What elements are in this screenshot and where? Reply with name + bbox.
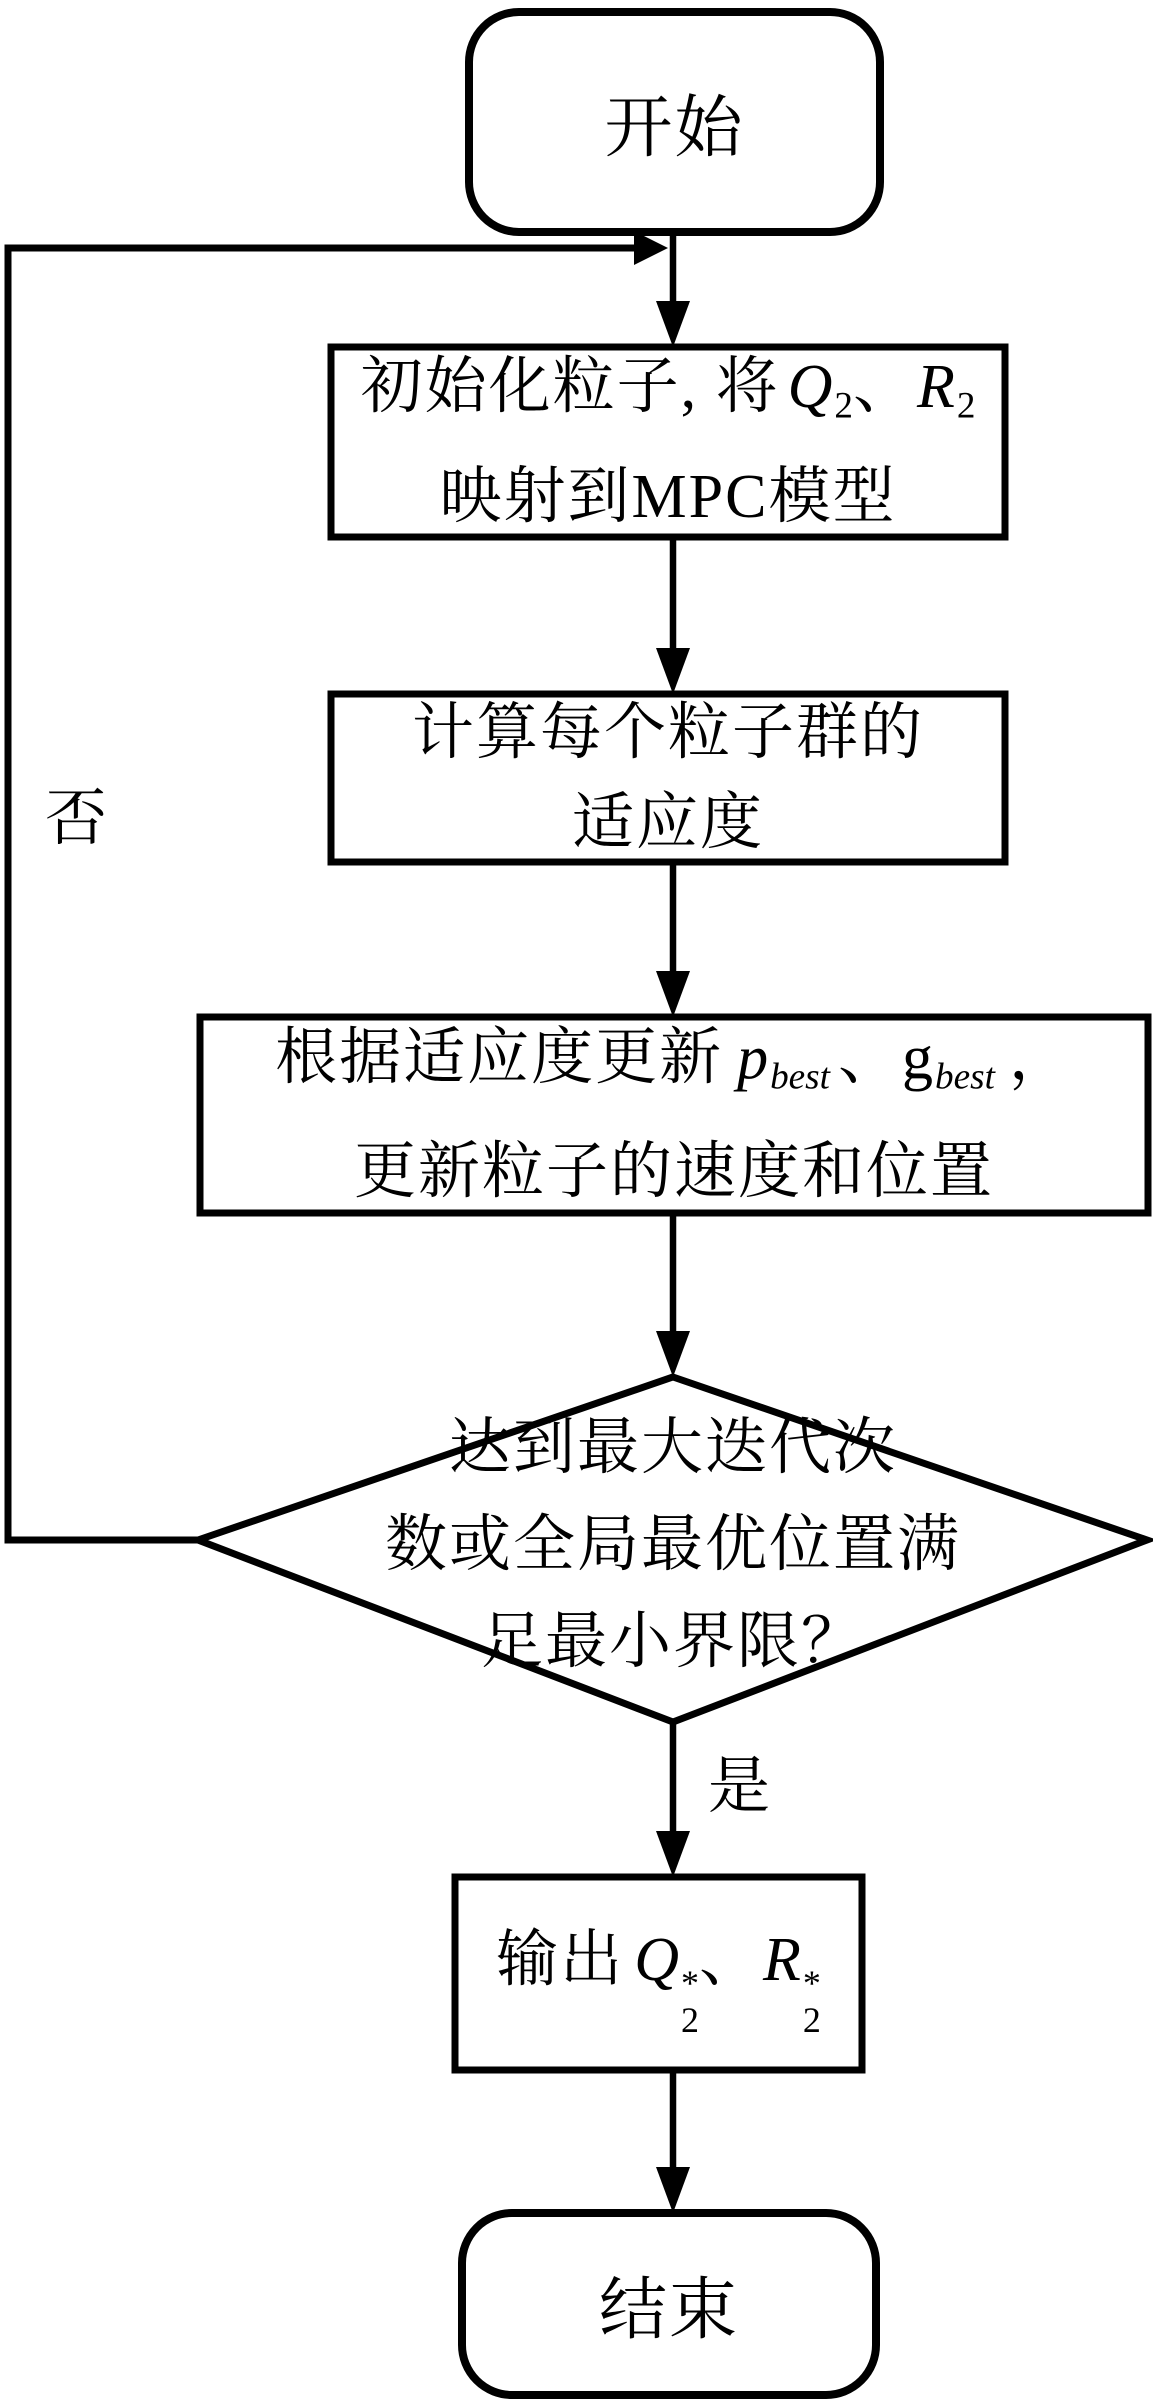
init-label-line1 — [361, 342, 976, 451]
decision-label-line3: 足最小界限？ — [480, 1608, 865, 1676]
update-process-node — [200, 1017, 1148, 1213]
update-line1-prefix: 根据适应度更新 — [275, 1024, 724, 1093]
output-q-symbol: Q — [634, 1925, 681, 1994]
output-prefix: 输出 — [496, 1925, 625, 1994]
fitness-process-node — [331, 694, 1005, 862]
init-line1-prefix: 初始化粒子, 将 — [360, 353, 780, 422]
update-label-line2: 更新粒子的速度和位置 — [353, 1137, 994, 1206]
init-q-subscript: 2 — [834, 385, 853, 427]
decision-label-line1: 达到最大迭代次 — [448, 1414, 897, 1482]
output-label — [496, 1909, 821, 2038]
arrowhead-no-feedback-icon — [634, 231, 668, 265]
arrowhead-into-decision-icon — [656, 1331, 690, 1377]
output-r-superscript: * — [802, 1962, 821, 2003]
update-trailing-comma: ， — [1008, 1024, 1073, 1093]
fitness-label-line1: 计算每个粒子群的 — [411, 699, 924, 767]
arrowhead-into-end-icon — [656, 2167, 690, 2213]
output-process-node — [455, 1877, 862, 2070]
output-r-subscript: 2 — [802, 1999, 821, 2040]
end-label: 结束 — [598, 2271, 739, 2348]
decision-label-line2: 数或全局最优位置满 — [384, 1511, 961, 1579]
init-process-node — [331, 347, 1005, 537]
end-node — [462, 2213, 876, 2395]
output-q-scripts — [680, 1962, 699, 2040]
arrowhead-into-update-icon — [656, 971, 690, 1017]
init-q-symbol: Q — [787, 353, 835, 422]
arrowhead-into-output-icon — [656, 1831, 690, 1877]
start-label: 开始 — [604, 89, 745, 166]
edge-no-label — [22, 770, 132, 855]
output-r-symbol: R — [762, 1925, 803, 1994]
update-pbest-subscript: best — [770, 1056, 830, 1098]
init-r-symbol: R — [916, 353, 957, 422]
start-node — [469, 12, 880, 232]
output-enum-comma: 、 — [698, 1925, 763, 1994]
update-gbest-subscript: best — [935, 1056, 995, 1098]
update-label-line1 — [275, 1011, 1073, 1124]
yes-label-text: 是 — [707, 1753, 772, 1821]
output-q-superscript: * — [680, 1962, 699, 2003]
init-r-subscript: 2 — [956, 385, 976, 427]
update-enum-comma: 、 — [837, 1024, 902, 1093]
init-enum-comma: 、 — [852, 353, 917, 422]
update-gbest-symbol: g — [902, 1024, 935, 1093]
arrowhead-into-init-icon — [656, 301, 690, 347]
fitness-label-line2: 适应度 — [571, 789, 764, 857]
no-label-text: 否 — [44, 785, 109, 853]
decision-node — [248, 1400, 1098, 1691]
init-label-line2: 映射到MPC模型 — [439, 462, 897, 531]
edge-yes-label — [695, 1738, 785, 1823]
output-r-scripts — [802, 1962, 821, 2040]
output-q-subscript: 2 — [680, 1999, 699, 2040]
update-pbest-symbol: p — [737, 1024, 771, 1093]
